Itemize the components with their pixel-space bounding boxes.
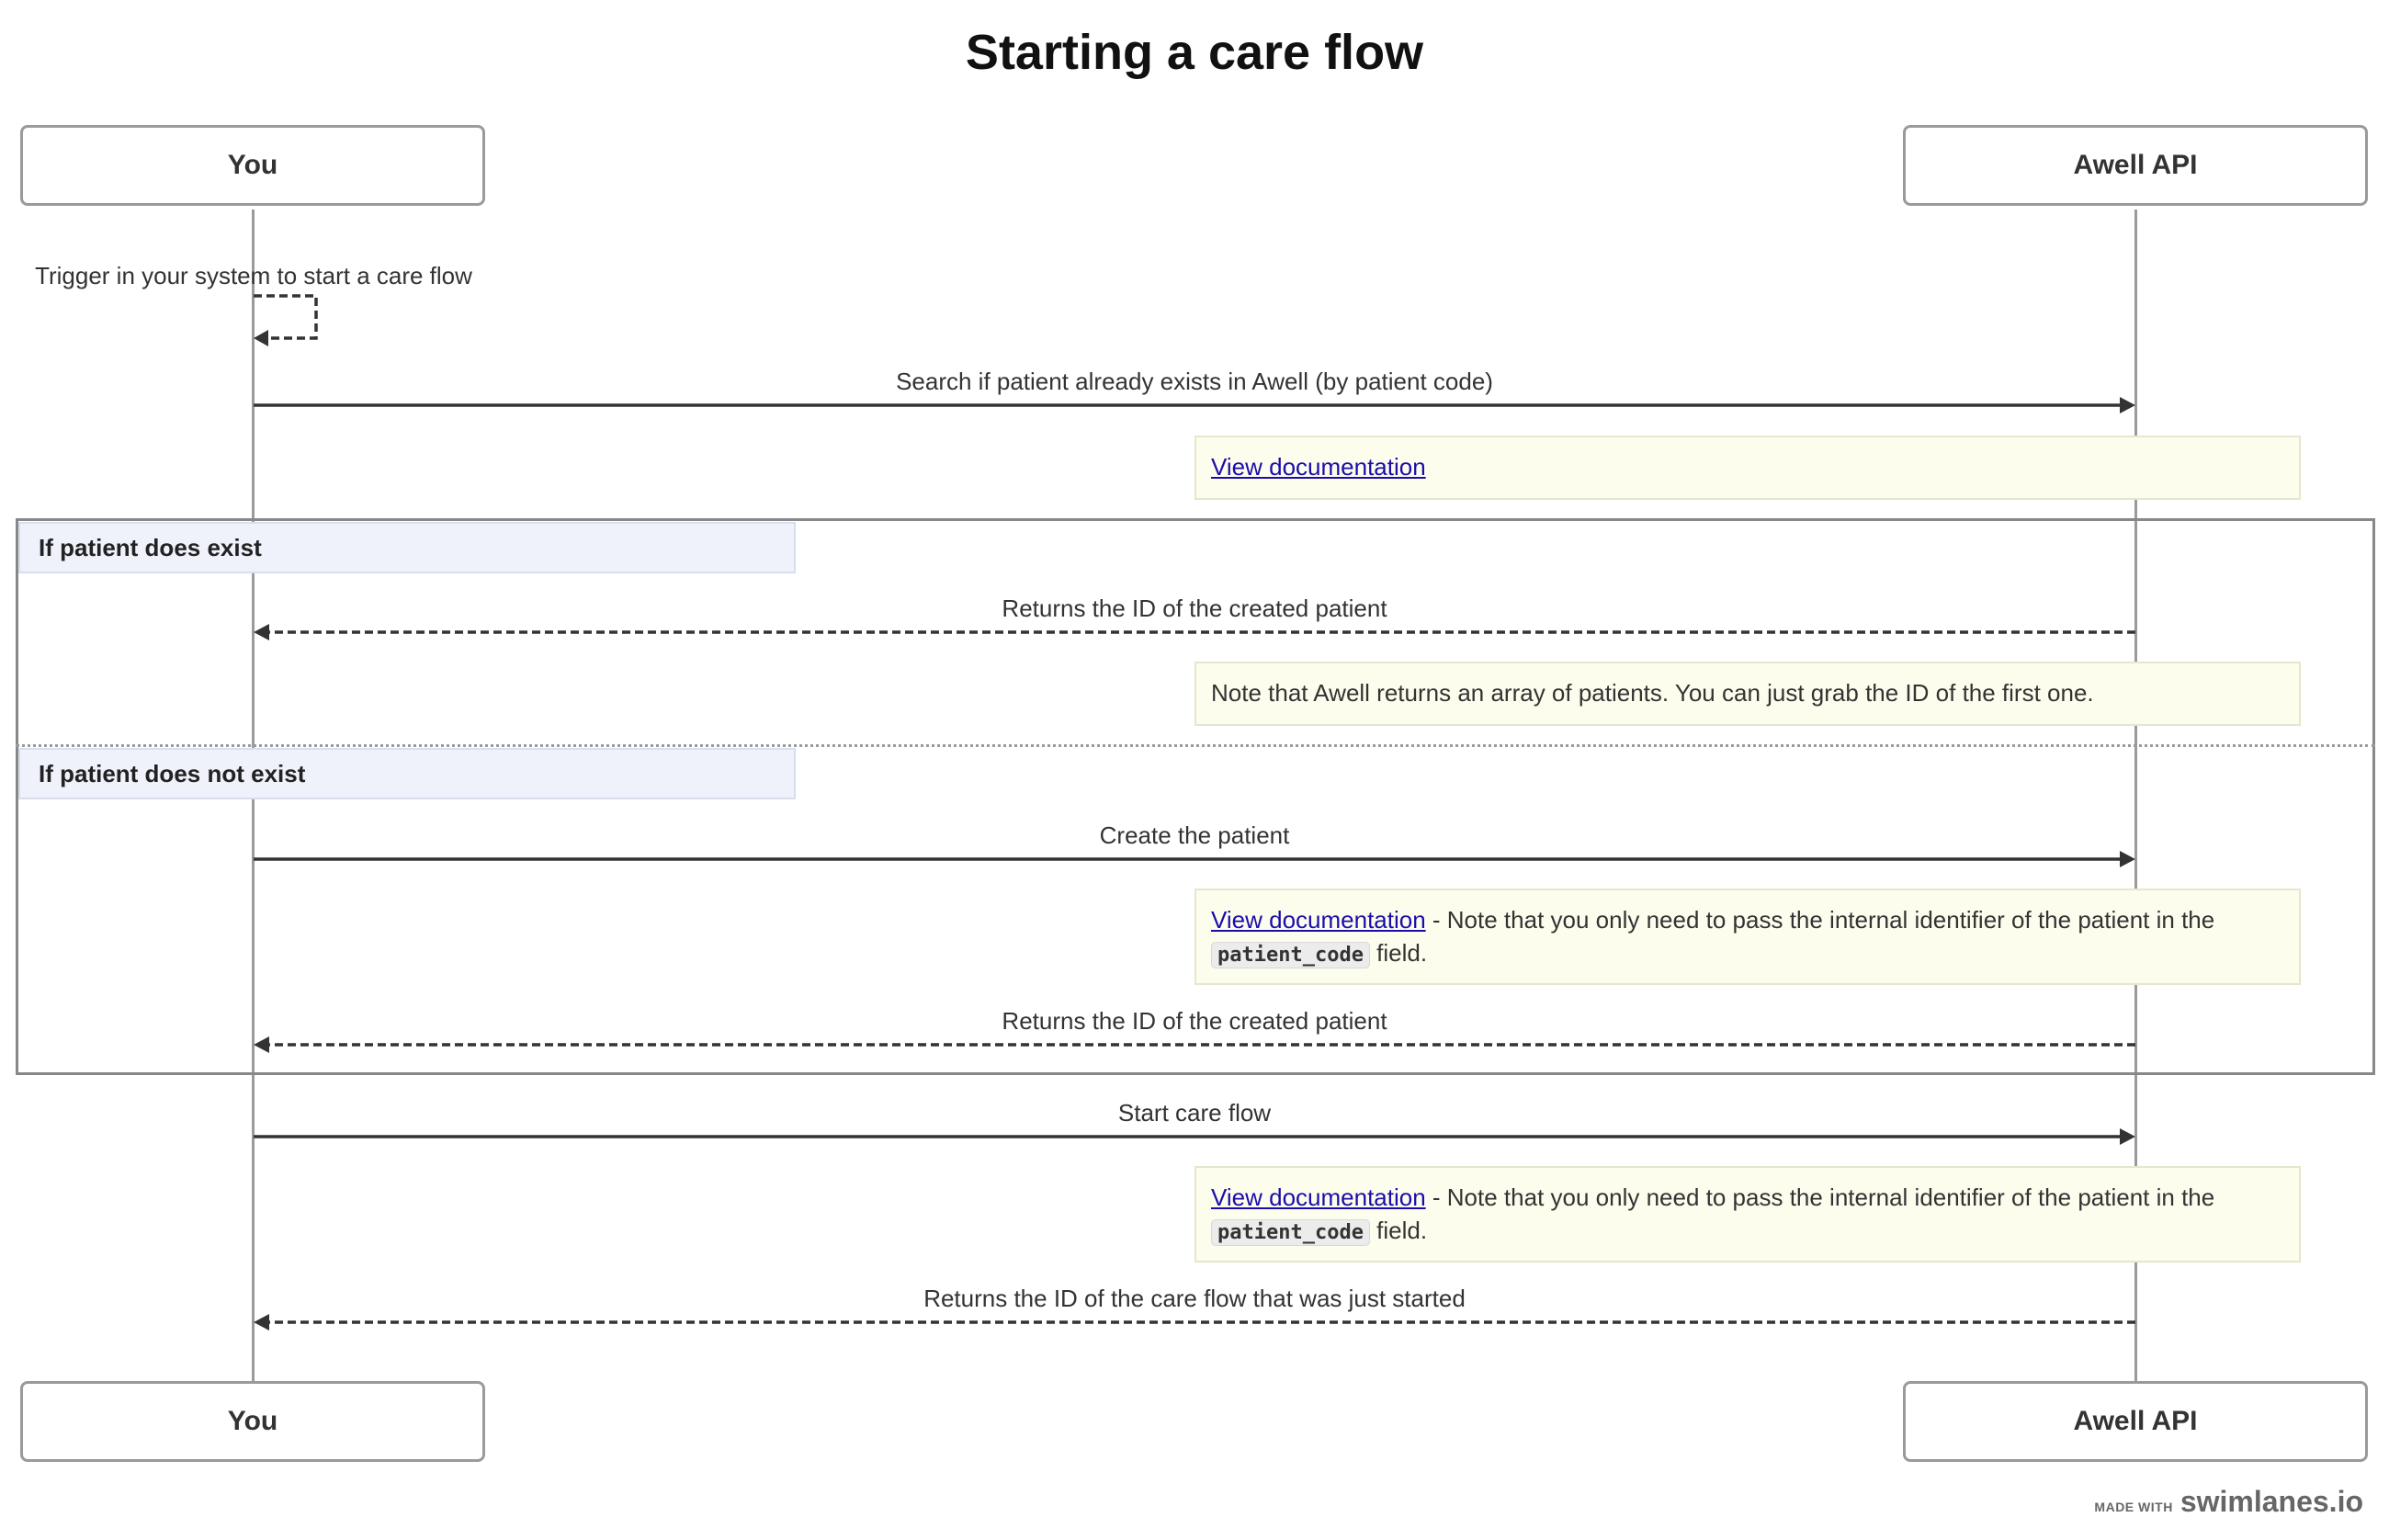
arrowhead-search xyxy=(2120,397,2135,413)
actor-you-bottom: You xyxy=(20,1381,485,1462)
diagram-title: Starting a care flow xyxy=(965,25,1424,80)
made-with-label: MADE WITH xyxy=(2094,1500,2173,1514)
message-label-search: Search if patient already exists in Awell (by patient code) xyxy=(896,368,1493,395)
note-text: Note that Awell returns an array of patients. You can just grab the ID of the first one. xyxy=(1211,679,2094,707)
actor-awell-api-bottom: Awell API xyxy=(1903,1381,2368,1462)
note-text-end: field. xyxy=(1369,939,1428,967)
message-label-returns-created: Returns the ID of the created patient xyxy=(1002,1007,1387,1035)
view-documentation-link[interactable]: View documentation xyxy=(1211,1183,1426,1211)
message-label-create: Create the patient xyxy=(1099,821,1290,849)
note-text: - Note that you only need to pass the internal identifier of the patient in the xyxy=(1425,906,2215,934)
arrow-self-trigger xyxy=(254,296,316,338)
message-label-start: Start care flow xyxy=(1117,1099,1272,1127)
arrowhead-self-trigger xyxy=(254,330,268,346)
section-label-patient-not-exists: If patient does not exist xyxy=(18,748,796,799)
note-text-end: field. xyxy=(1369,1217,1428,1244)
note-start-care-flow-documentation xyxy=(1194,1166,2301,1263)
note-create-patient-documentation xyxy=(1194,889,2301,985)
patient-code-field: patient_code xyxy=(1211,942,1370,968)
message-label-trigger: Trigger in your system to start a care flow xyxy=(35,262,472,289)
message-label-returns-existing: Returns the ID of the created patient xyxy=(1002,594,1387,622)
note-array-of-patients xyxy=(1194,662,2301,726)
view-documentation-link[interactable]: View documentation xyxy=(1211,906,1426,934)
message-label-returns-started: Returns the ID of the care flow that was just started xyxy=(923,1285,1466,1312)
note-search-documentation xyxy=(1194,436,2301,500)
arrowhead-returns-started xyxy=(254,1314,269,1331)
actor-awell-api-top: Awell API xyxy=(1903,125,2368,206)
section-label-patient-exists: If patient does exist xyxy=(18,522,796,573)
note-text: - Note that you only need to pass the internal identifier of the patient in the xyxy=(1425,1183,2215,1211)
arrowhead-start xyxy=(2120,1128,2135,1145)
made-with-swimlanes-footer[interactable] xyxy=(2094,1485,2363,1519)
actor-you-top: You xyxy=(20,125,485,206)
alt-section-divider xyxy=(16,744,2375,747)
swimlanes-brand: swimlanes.io xyxy=(2180,1485,2363,1518)
view-documentation-link[interactable]: View documentation xyxy=(1211,453,1426,481)
patient-code-field: patient_code xyxy=(1211,1219,1370,1246)
